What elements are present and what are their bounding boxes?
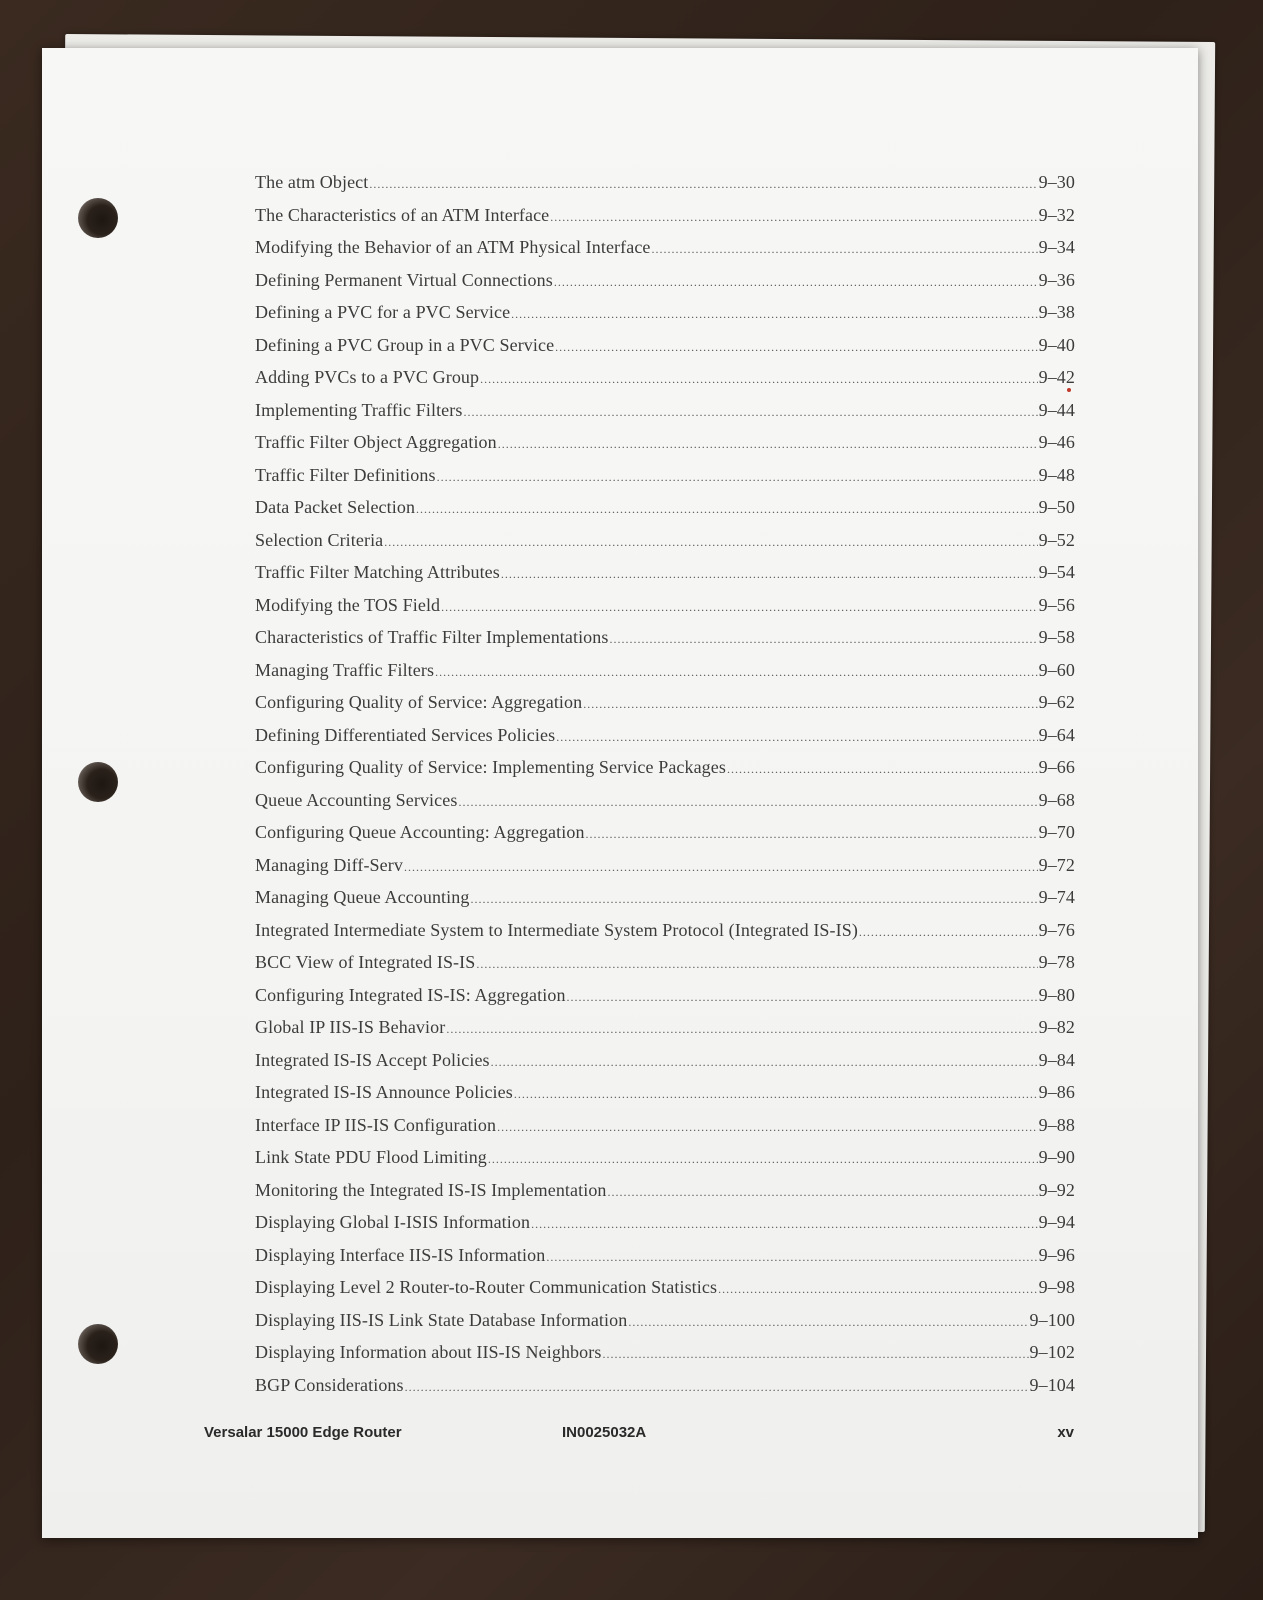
toc-entry-page: 9–88 (1038, 1114, 1075, 1135)
toc-entry-page: 9–48 (1038, 464, 1075, 485)
toc-entry-title: Monitoring the Integrated IS-IS Implementation (255, 1179, 607, 1200)
toc-entry-page: 9–52 (1038, 529, 1075, 550)
toc-entry-page: 9–86 (1038, 1082, 1075, 1102)
toc-leader-dots (554, 275, 1038, 290)
toc-entry-title: Displaying Level 2 Router-to-Router Communication Statistics (255, 1277, 718, 1297)
toc-entry-title: Adding PVCs to a PVC Group (255, 367, 480, 387)
toc-leader-dots (405, 1380, 1029, 1395)
toc-entry (255, 1245, 1075, 1278)
toc-leader-dots (488, 1152, 1038, 1167)
toc-leader-dots (514, 1087, 1038, 1102)
toc-entry-page: 9–76 (1038, 919, 1075, 940)
toc-entry-page: 9–36 (1038, 269, 1075, 290)
toc-entry-title: Modifying the TOS Field (255, 594, 441, 615)
toc-leader-dots (491, 1055, 1038, 1070)
toc-entry (255, 595, 1075, 628)
toc-leader-dots (437, 470, 1038, 485)
toc-leader-dots (583, 697, 1037, 712)
toc-entry (255, 1375, 1075, 1408)
toc-leader-dots (476, 957, 1037, 972)
toc-entry (255, 367, 1075, 400)
toc-entry-page: 9–60 (1038, 659, 1075, 680)
toc-entry (255, 432, 1075, 465)
toc-entry (255, 855, 1075, 888)
toc-entry (255, 1017, 1075, 1050)
toc-entry (255, 1277, 1075, 1310)
footer-page-number: xv (1057, 1424, 1074, 1441)
table-of-contents (255, 172, 1075, 1407)
toc-leader-dots (628, 1315, 1028, 1330)
toc-entry-title: Configuring Queue Accounting: Aggregation (255, 822, 585, 842)
toc-entry (255, 725, 1075, 758)
toc-leader-dots (652, 242, 1038, 257)
toc-entry-page: 9–78 (1038, 952, 1075, 972)
toc-entry (255, 465, 1075, 498)
toc-entry (255, 497, 1075, 530)
toc-entry-title: BCC View of Integrated IS-IS (255, 952, 476, 972)
toc-entry-title: Integrated Intermediate System to Intermediate System Protocol (Integrated IS-IS) (255, 919, 858, 940)
toc-leader-dots (546, 1250, 1037, 1265)
toc-entry-title: Managing Queue Accounting (255, 887, 470, 907)
toc-entry-page: 9–94 (1038, 1212, 1075, 1232)
toc-entry-title: Traffic Filter Object Aggregation (255, 432, 497, 452)
toc-leader-dots (435, 665, 1038, 680)
toc-entry-page: 9–46 (1038, 432, 1075, 452)
toc-entry (255, 335, 1075, 368)
toc-entry (255, 920, 1075, 953)
toc-leader-dots (480, 372, 1037, 387)
toc-entry (255, 530, 1075, 563)
toc-entry (255, 302, 1075, 335)
toc-entry-page: 9–102 (1029, 1342, 1075, 1362)
toc-entry (255, 627, 1075, 660)
toc-entry (255, 692, 1075, 725)
toc-entry-page: 9–66 (1038, 757, 1075, 777)
toc-entry (255, 1115, 1075, 1148)
toc-leader-dots (718, 1282, 1038, 1297)
toc-entry-page: 9–82 (1038, 1017, 1075, 1037)
toc-entry-title: Defining Differentiated Services Policies (255, 724, 556, 745)
toc-entry-title: Displaying Global I-ISIS Information (255, 1212, 531, 1232)
toc-leader-dots (555, 340, 1037, 355)
toc-entry-page: 9–70 (1038, 822, 1075, 842)
punch-hole-top (78, 198, 118, 238)
toc-leader-dots (497, 1120, 1038, 1135)
toc-entry-title: Defining a PVC Group in a PVC Service (255, 334, 555, 355)
toc-entry (255, 1342, 1075, 1375)
toc-entry (255, 757, 1075, 790)
toc-entry-title: Traffic Filter Definitions (255, 464, 436, 485)
toc-entry (255, 237, 1075, 270)
toc-entry-page: 9–98 (1038, 1277, 1075, 1297)
footer-product: Versalar 15000 Edge Router (204, 1424, 402, 1441)
toc-entry-title: Managing Diff-Serv (255, 854, 403, 875)
toc-entry-page: 9–92 (1038, 1179, 1075, 1200)
toc-entry-title: The atm Object (255, 172, 369, 192)
toc-entry-page: 9–58 (1038, 627, 1075, 647)
punch-hole-bottom (78, 1324, 118, 1364)
toc-entry-title: Interface IP IIS-IS Configuration (255, 1114, 497, 1135)
toc-entry-page: 9–62 (1038, 692, 1075, 712)
toc-leader-dots (608, 1185, 1038, 1200)
toc-entry-page: 9–42 (1038, 367, 1075, 387)
ink-mark (1067, 388, 1071, 392)
toc-entry (255, 790, 1075, 823)
toc-leader-dots (550, 210, 1037, 225)
toc-entry (255, 887, 1075, 920)
toc-entry-page: 9–32 (1038, 204, 1075, 225)
toc-entry-title: Queue Accounting Services (255, 789, 458, 810)
toc-entry-page: 9–40 (1038, 334, 1075, 355)
toc-leader-dots (531, 1217, 1038, 1232)
toc-entry-title: Integrated IS-IS Accept Policies (255, 1049, 490, 1070)
toc-leader-dots (501, 567, 1038, 582)
toc-entry (255, 985, 1075, 1018)
toc-leader-dots (556, 730, 1037, 745)
toc-entry-title: Characteristics of Traffic Filter Implementations (255, 627, 609, 647)
footer-doc-number: IN0025032A (562, 1424, 647, 1441)
toc-entry-title: Traffic Filter Matching Attributes (255, 562, 500, 582)
toc-entry-page: 9–90 (1038, 1147, 1075, 1167)
toc-entry-title: Selection Criteria (255, 529, 384, 550)
toc-entry-page: 9–50 (1038, 497, 1075, 517)
toc-leader-dots (369, 177, 1037, 192)
toc-entry (255, 1082, 1075, 1115)
toc-entry-title: Integrated IS-IS Announce Policies (255, 1082, 513, 1102)
toc-entry (255, 660, 1075, 693)
toc-leader-dots (859, 925, 1038, 940)
toc-entry (255, 822, 1075, 855)
toc-entry-title: Defining Permanent Virtual Connections (255, 269, 553, 290)
toc-entry-title: Implementing Traffic Filters (255, 399, 463, 420)
toc-leader-dots (511, 307, 1037, 322)
toc-entry-page: 9–80 (1038, 984, 1075, 1005)
toc-entry-page: 9–72 (1038, 854, 1075, 875)
toc-entry (255, 1212, 1075, 1245)
toc-leader-dots (498, 437, 1038, 452)
toc-leader-dots (567, 990, 1038, 1005)
toc-entry-page: 9–100 (1029, 1309, 1075, 1330)
toc-leader-dots (441, 600, 1037, 615)
toc-entry-page: 9–64 (1038, 724, 1075, 745)
toc-entry-title: Displaying IIS-IS Link State Database Information (255, 1309, 628, 1330)
toc-entry (255, 1050, 1075, 1083)
toc-entry-page: 9–96 (1038, 1244, 1075, 1265)
toc-leader-dots (384, 535, 1037, 550)
toc-entry-title: Link State PDU Flood Limiting (255, 1147, 487, 1167)
toc-entry-page: 9–56 (1038, 594, 1075, 615)
toc-leader-dots (416, 502, 1038, 517)
toc-entry-page: 9–74 (1038, 887, 1075, 907)
toc-entry-page: 9–84 (1038, 1049, 1075, 1070)
toc-entry (255, 562, 1075, 595)
toc-entry-title: The Characteristics of an ATM Interface (255, 204, 550, 225)
toc-entry-title: Displaying Interface IIS-IS Information (255, 1244, 546, 1265)
toc-entry (255, 1310, 1075, 1343)
toc-leader-dots (446, 1022, 1037, 1037)
toc-entry-title: Managing Traffic Filters (255, 659, 435, 680)
toc-entry (255, 205, 1075, 238)
toc-leader-dots (463, 405, 1037, 420)
toc-leader-dots (458, 795, 1037, 810)
toc-entry-title: Displaying Information about IIS-IS Neighbors (255, 1342, 602, 1362)
toc-entry (255, 1147, 1075, 1180)
toc-entry-title: BGP Considerations (255, 1374, 404, 1395)
toc-entry-title: Configuring Quality of Service: Implementing Service Packages (255, 757, 726, 777)
toc-entry (255, 952, 1075, 985)
toc-entry-title: Configuring Quality of Service: Aggregation (255, 692, 583, 712)
toc-entry-page: 9–54 (1038, 562, 1075, 582)
document-page (42, 48, 1198, 1538)
toc-entry-title: Data Packet Selection (255, 497, 416, 517)
toc-entry-page: 9–30 (1038, 172, 1075, 192)
toc-entry (255, 172, 1075, 205)
toc-leader-dots (470, 892, 1037, 907)
toc-entry-page: 9–44 (1038, 399, 1075, 420)
punch-hole-middle (78, 762, 118, 802)
toc-entry-title: Configuring Integrated IS-IS: Aggregation (255, 984, 566, 1005)
toc-entry-title: Modifying the Behavior of an ATM Physical Interface (255, 237, 651, 257)
toc-entry-page: 9–34 (1038, 237, 1075, 257)
toc-entry-title: Defining a PVC for a PVC Service (255, 302, 511, 322)
toc-leader-dots (586, 827, 1038, 842)
toc-leader-dots (404, 860, 1038, 875)
toc-entry (255, 270, 1075, 303)
toc-entry (255, 400, 1075, 433)
toc-entry-page: 9–104 (1029, 1374, 1075, 1395)
toc-leader-dots (610, 632, 1038, 647)
toc-leader-dots (727, 762, 1038, 777)
toc-leader-dots (602, 1347, 1028, 1362)
toc-entry-page: 9–68 (1038, 789, 1075, 810)
toc-entry-page: 9–38 (1038, 302, 1075, 322)
toc-entry-title: Global IP IIS-IS Behavior (255, 1017, 446, 1037)
toc-entry (255, 1180, 1075, 1213)
